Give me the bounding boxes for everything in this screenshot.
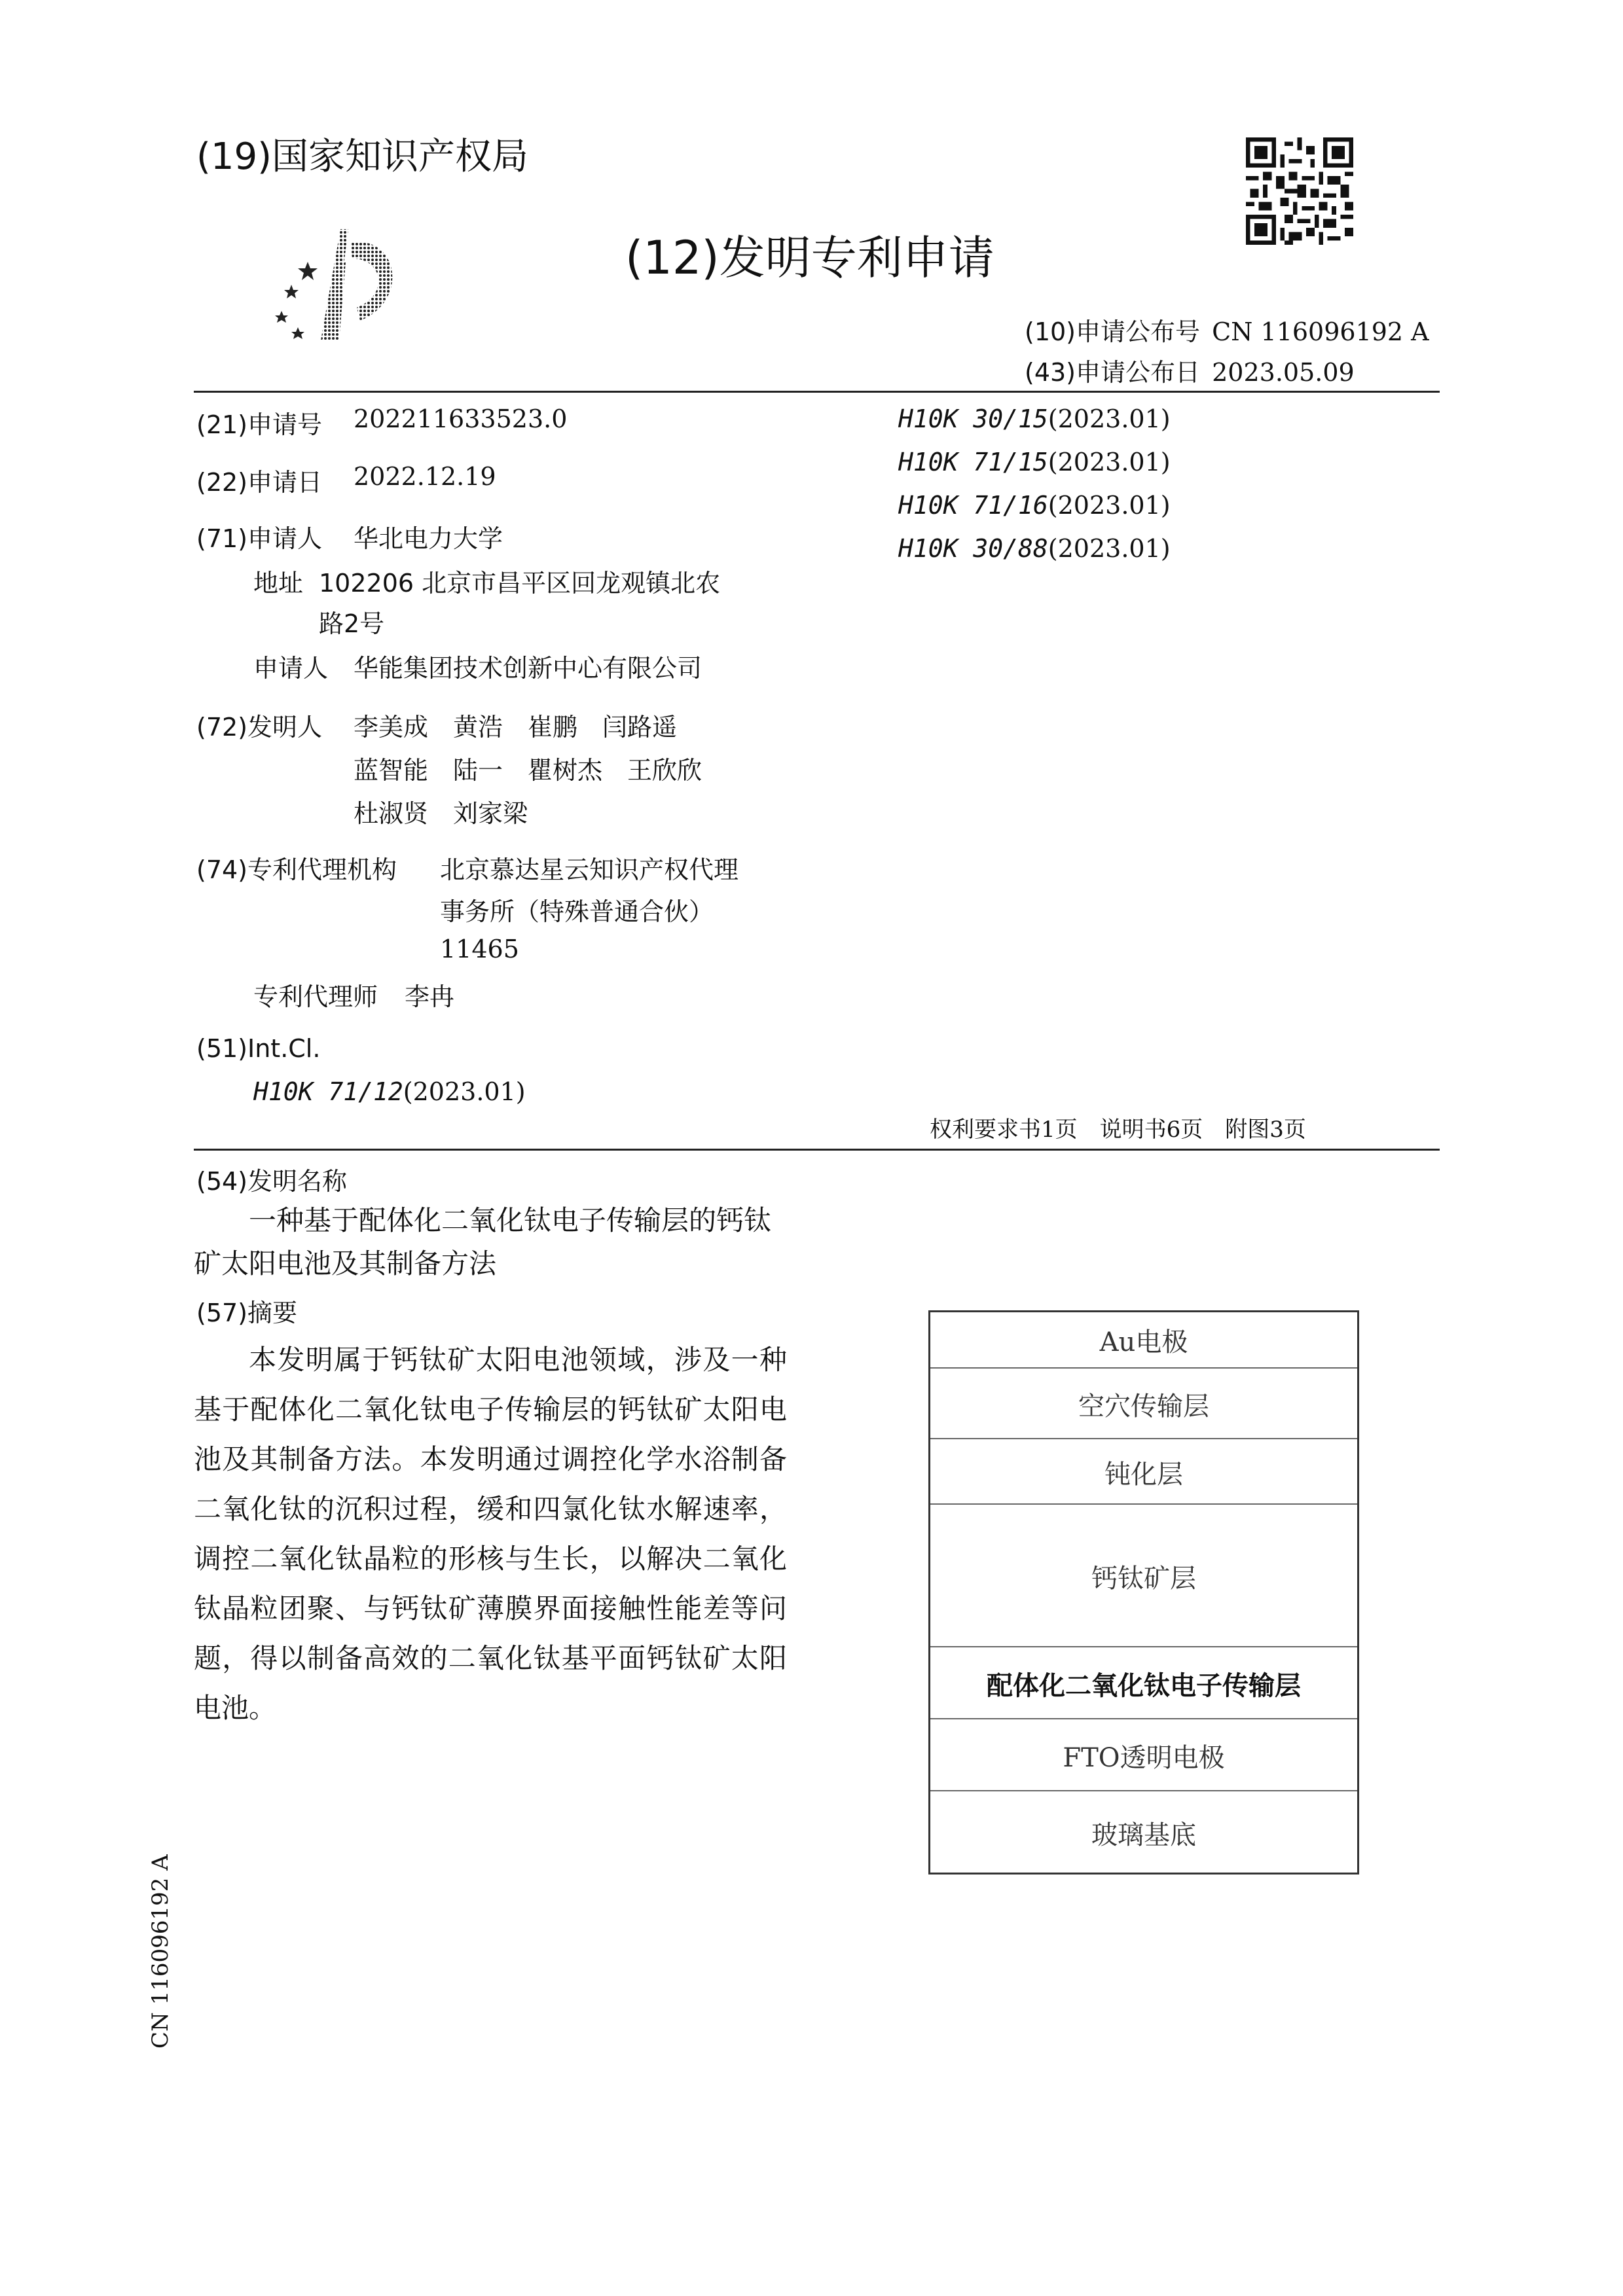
agency-label: (74)专利代理机构	[196, 855, 397, 884]
layer-passivation: 钝化层	[930, 1438, 1357, 1505]
invention-title	[194, 1199, 787, 1285]
inventors-line-1: 李美成 黄浩 崔鹏 闫路遥	[354, 713, 678, 742]
address-line-2: 路2号	[319, 609, 385, 638]
applicant-2-label: 申请人	[253, 654, 329, 683]
layer-perovskite: 钙钛矿层	[930, 1503, 1357, 1647]
ipc-item	[898, 491, 1171, 520]
document-type: (12)发明专利申请	[625, 231, 994, 285]
ipc-code: H10K 71/15	[898, 448, 1048, 476]
side-publication-number: CN 116096192 A	[147, 1854, 173, 2049]
inventors-line-2: 蓝智能 陆一 瞿树杰 王欣欣	[354, 756, 702, 785]
agent-label: 专利代理师	[253, 982, 378, 1011]
ipc-code: H10K 71/16	[898, 491, 1048, 520]
publication-date: 2023.05.09	[1212, 358, 1355, 387]
intcl-main	[253, 1077, 526, 1106]
layer-fto-electrode: FTO透明电极	[930, 1718, 1357, 1791]
layer-glass-substrate: 玻璃基底	[930, 1790, 1357, 1874]
layer-hole-transport: 空穴传输层	[930, 1367, 1357, 1439]
ipc-version: (2023.01)	[1048, 534, 1171, 563]
ipc-version: (2023.01)	[1048, 404, 1171, 433]
ipc-code: H10K 30/88	[898, 534, 1048, 563]
publication-date-label: (43)申请公布日	[1025, 358, 1201, 387]
application-date: 2022.12.19	[354, 462, 496, 491]
publication-date-row	[1025, 352, 1355, 388]
ipc-code: H10K 30/15	[898, 404, 1048, 433]
title-label: (54)发明名称	[196, 1167, 348, 1196]
application-number-label: (21)申请号	[196, 410, 323, 439]
invention-title-text: 一种基于配体化二氧化钛电子传输层的钙钛矿太阳电池及其制备方法	[194, 1204, 772, 1280]
publication-number-label: (10)申请公布号	[1025, 317, 1201, 346]
agency-line-3: 11465	[440, 935, 519, 963]
applicant: 华北电力大学	[354, 524, 503, 553]
abstract-text: 本发明属于钙钛矿太阳电池领域，涉及一种基于配体化二氧化钛电子传输层的钙钛矿太阳电池及其制备方法。本发明通过调控化学水浴制备二氧化钛的沉积过程，缓和四氯化钛水解速率，调控二氧化钛晶粒的形核与生长，以解决二氧化钛晶粒团聚、与钙钛矿薄膜界面接触性能差等问题，得以制备高效的二氧化钛基平面钙钛矿太阳电池。	[194, 1344, 787, 1724]
abstract-label: (57)摘要	[196, 1299, 298, 1327]
publication-number: CN 116096192 A	[1212, 317, 1429, 346]
application-number: 202211633523.0	[354, 404, 568, 433]
layer-electron-transport: 配体化二氧化钛电子传输层	[930, 1646, 1357, 1719]
application-date-label: (22)申请日	[196, 468, 323, 497]
device-structure-diagram	[928, 1310, 1359, 1874]
inventors-line-3: 杜淑贤 刘家梁	[354, 799, 528, 828]
intcl-label: (51)Int.Cl.	[196, 1034, 321, 1063]
ipc-version: (2023.01)	[1048, 491, 1171, 520]
intcl-main-code: H10K 71/12	[253, 1077, 403, 1106]
qr-code-icon	[1246, 137, 1353, 245]
address-line-1: 102206 北京市昌平区回龙观镇北农	[319, 569, 721, 598]
layer-au-electrode: Au电极	[1099, 1327, 1188, 1357]
agent: 李冉	[405, 982, 455, 1011]
pages-summary: 权利要求书1页 说明书6页 附图3页	[930, 1117, 1306, 1143]
address-label: 地址	[253, 569, 304, 598]
ipc-item	[898, 404, 1171, 433]
agency-line-1: 北京慕达星云知识产权代理	[440, 855, 739, 884]
middle-rule	[194, 1149, 1440, 1151]
ipc-version: (2023.01)	[1048, 448, 1171, 476]
applicant-2: 华能集团技术创新中心有限公司	[354, 654, 702, 683]
abstract	[194, 1335, 787, 1733]
agency-line-2: 事务所（特殊普通合伙）	[440, 897, 714, 926]
ipc-item	[898, 448, 1171, 476]
cnipa-logo-icon	[268, 223, 426, 347]
intcl-main-version: (2023.01)	[403, 1077, 526, 1106]
ipc-item	[898, 534, 1171, 563]
inventors-label: (72)发明人	[196, 713, 323, 742]
applicant-label: (71)申请人	[196, 524, 323, 553]
office-name: (19)国家知识产权局	[196, 135, 528, 178]
header-rule	[194, 391, 1440, 393]
publication-number-row	[1025, 312, 1429, 348]
